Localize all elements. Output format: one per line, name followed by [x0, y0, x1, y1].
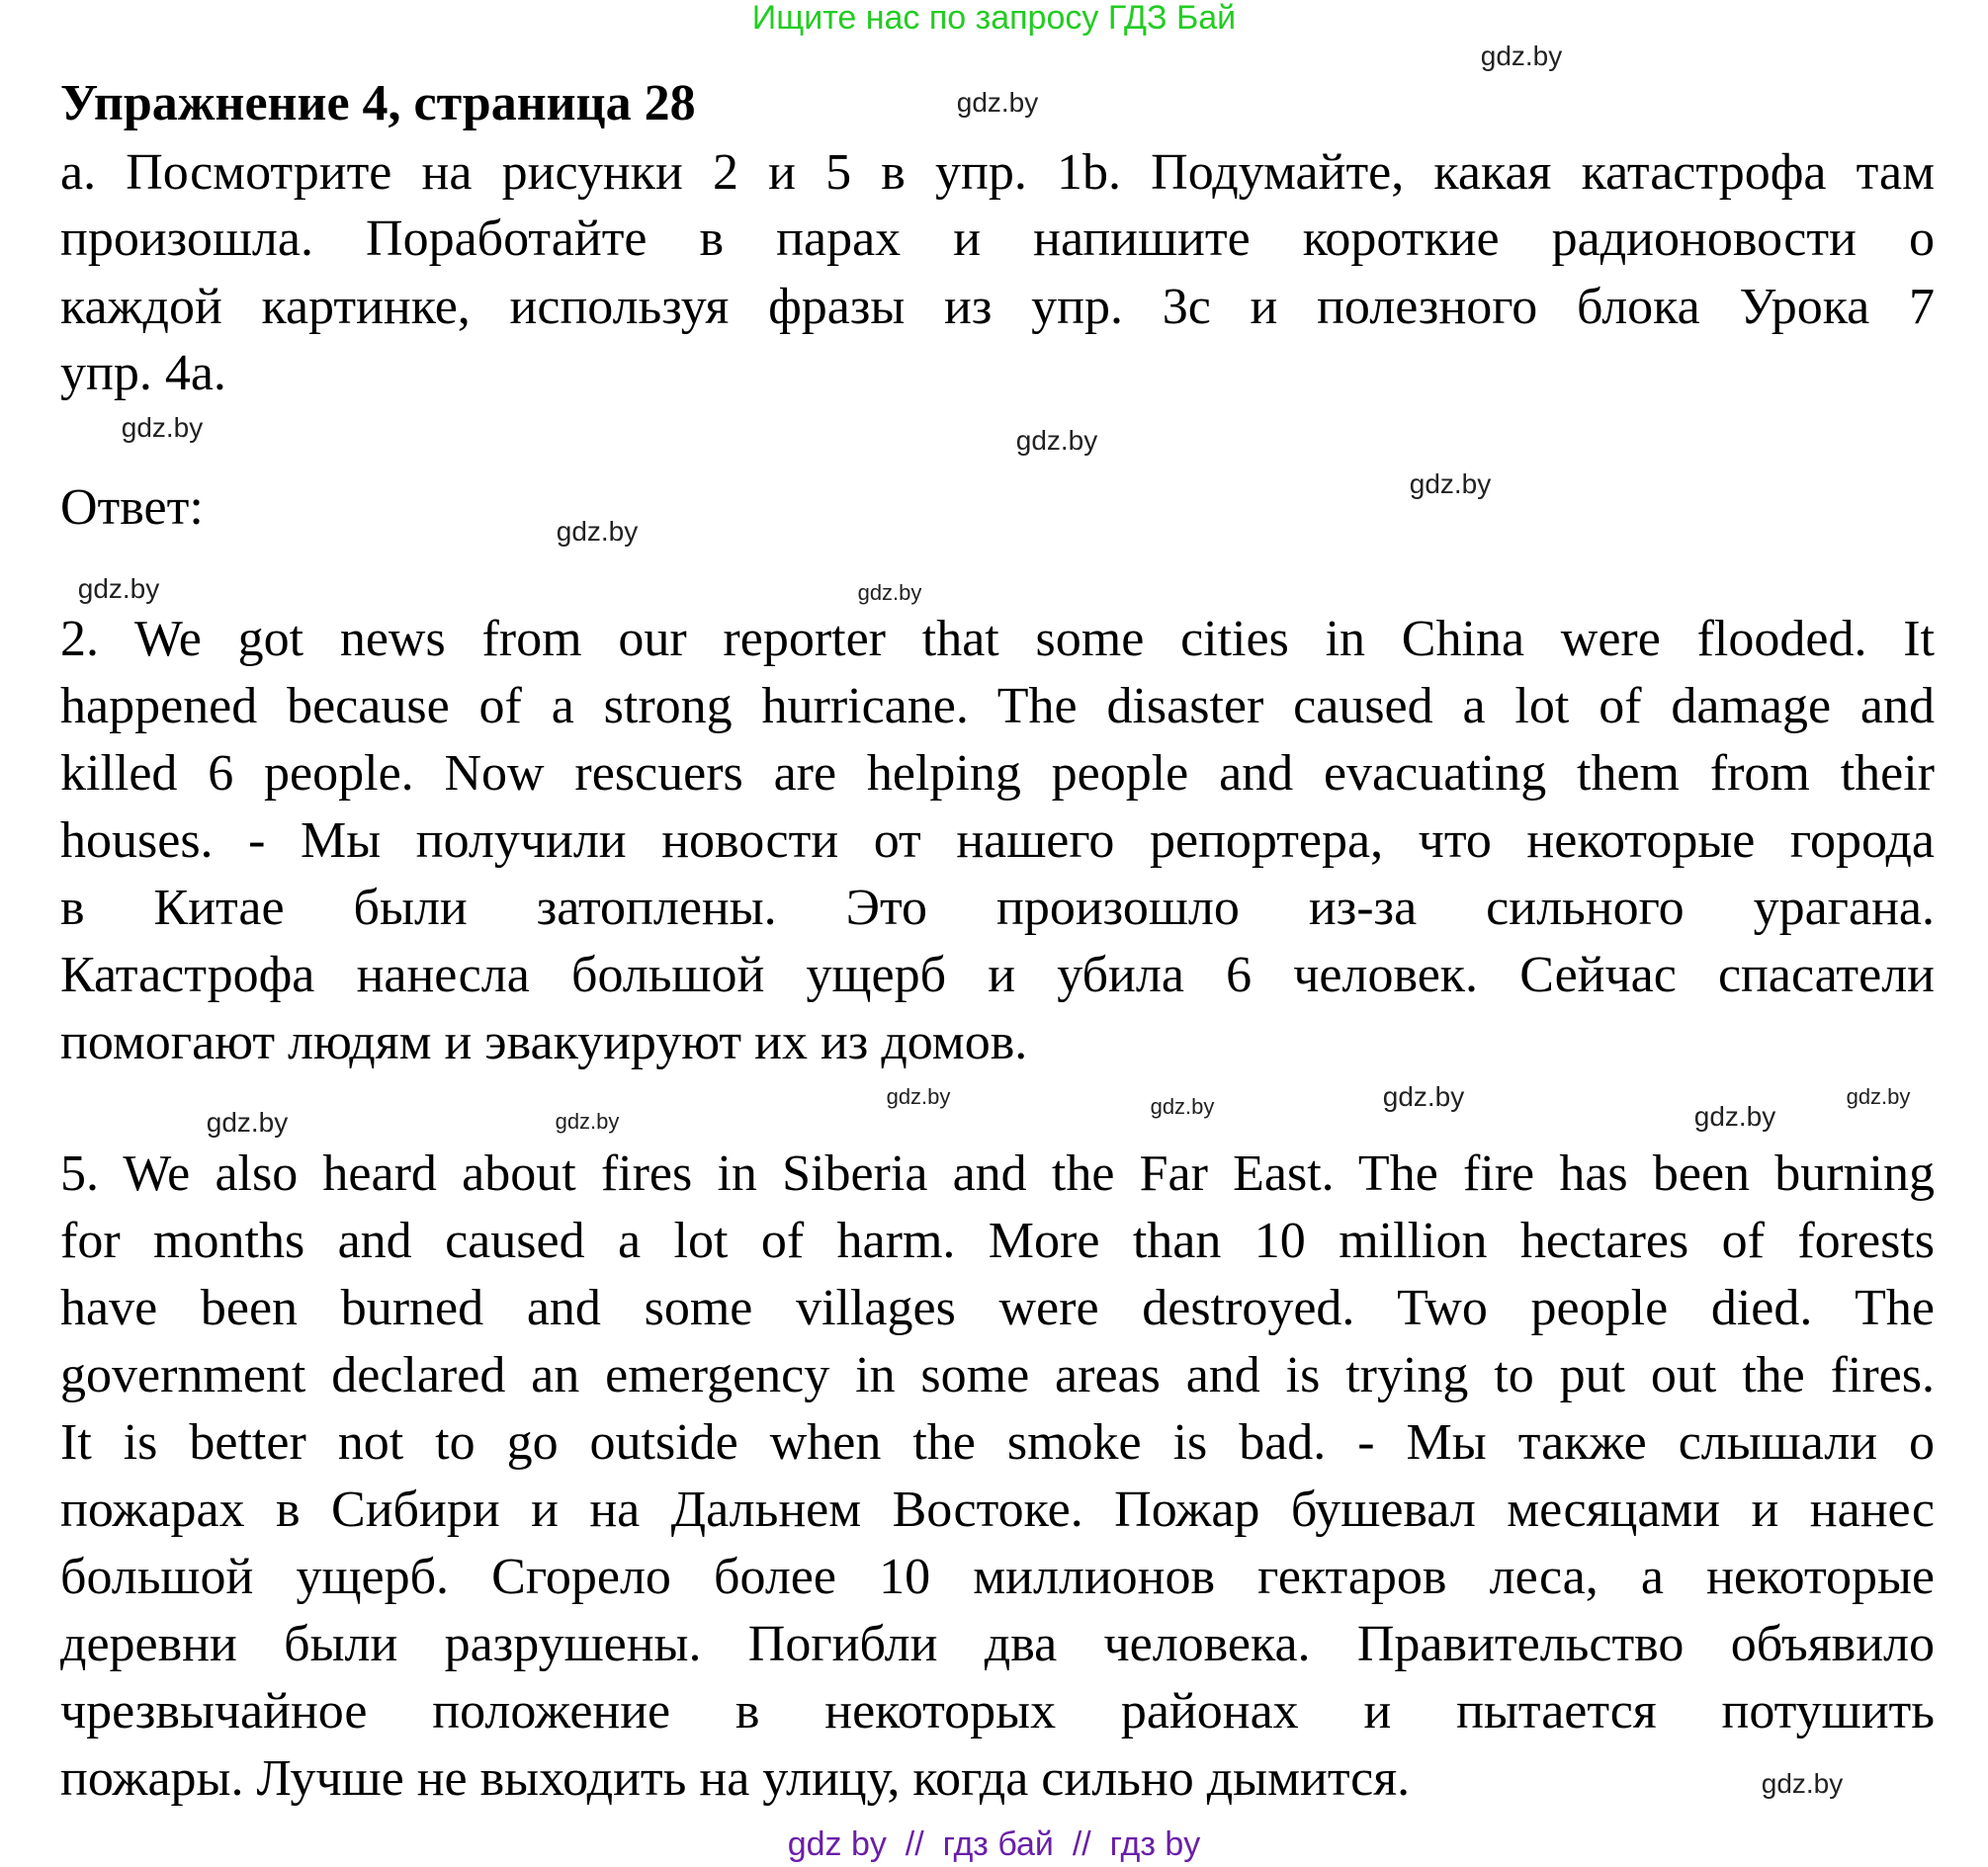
answer-line: чрезвычайное положение в некоторых районах и пытается потушить [60, 1683, 1935, 1740]
answer-line: 2. We got news from our reporter that some cities in China were flooded. It [60, 611, 1935, 667]
watermark: gdz.by [206, 1107, 289, 1138]
answer-line: happened because of a strong hurricane. The disaster caused a lot of damage and [60, 678, 1935, 734]
answer-line: It is better not to go outside when the smoke is bad. - Мы также слышали о [60, 1414, 1935, 1471]
answer-line: в Китае были затоплены. Это произошло из-за сильного урагана. [60, 880, 1935, 936]
page-title: Упражнение 4, страница 28 [60, 75, 696, 131]
task-line: произошла. Поработайте в парах и напишите короткие радионовости о [60, 211, 1935, 267]
watermark: gdz.by [1015, 425, 1098, 456]
watermark: gdz.by [1761, 1768, 1844, 1799]
watermark: gdz.by [556, 516, 639, 547]
answer-label: Ответ: [60, 479, 204, 536]
watermark: gdz.by [857, 580, 922, 605]
watermark: gdz.by [886, 1084, 951, 1109]
watermark: gdz.by [1409, 468, 1492, 499]
watermark: gdz.by [555, 1109, 620, 1134]
answer-line: houses. - Мы получили новости от нашего репортера, что некоторые города [60, 812, 1935, 869]
answer-line: for months and caused a lot of harm. More than 10 million hectares of forests [60, 1213, 1935, 1269]
answer-line: have been burned and some villages were destroyed. Two people died. The [60, 1280, 1935, 1336]
watermark: gdz.by [1150, 1094, 1215, 1119]
watermark: gdz.by [956, 87, 1039, 118]
footer-links: gdz by // гдз бай // гдз by [787, 1825, 1201, 1863]
answer-line: government declared an emergency in some areas and is trying to put out the fires. [60, 1347, 1935, 1403]
answer-line: деревни были разрушены. Погибли два человека. Правительство объявило [60, 1616, 1935, 1672]
answer-line: помогают людям и эвакуируют их из домов. [60, 1014, 1028, 1070]
watermark: gdz.by [1693, 1101, 1776, 1132]
answer-line: killed 6 people. Now rescuers are helping people and evacuating them from their [60, 745, 1935, 802]
watermark: gdz.by [1382, 1081, 1465, 1112]
answer-line: пожары. Лучше не выходить на улицу, когда сильно дымится. [60, 1750, 1411, 1807]
answer-line: 5. We also heard about fires in Siberia and the Far East. The fire has been burning [60, 1146, 1935, 1202]
answer-line: большой ущерб. Сгорело более 10 миллионов гектаров леса, а некоторые [60, 1549, 1935, 1605]
task-line: а. Посмотрите на рисунки 2 и 5 в упр. 1b. Подумайте, какая катастрофа там [60, 144, 1935, 201]
watermark: gdz.by [121, 412, 204, 443]
watermark: gdz.by [1480, 41, 1563, 71]
answer-line: Катастрофа нанесла большой ущерб и убила 6 человек. Сейчас спасатели [60, 947, 1935, 1003]
search-banner: Ищите нас по запросу ГДЗ Бай [751, 0, 1237, 37]
task-line: каждой картинке, используя фразы из упр. 3с и полезного блока Урока 7 [60, 279, 1935, 335]
watermark: gdz.by [77, 573, 160, 604]
watermark: gdz.by [1846, 1084, 1911, 1109]
task-line: упр. 4а. [60, 345, 226, 401]
answer-line: пожарах в Сибири и на Дальнем Востоке. Пожар бушевал месяцами и нанес [60, 1482, 1935, 1538]
